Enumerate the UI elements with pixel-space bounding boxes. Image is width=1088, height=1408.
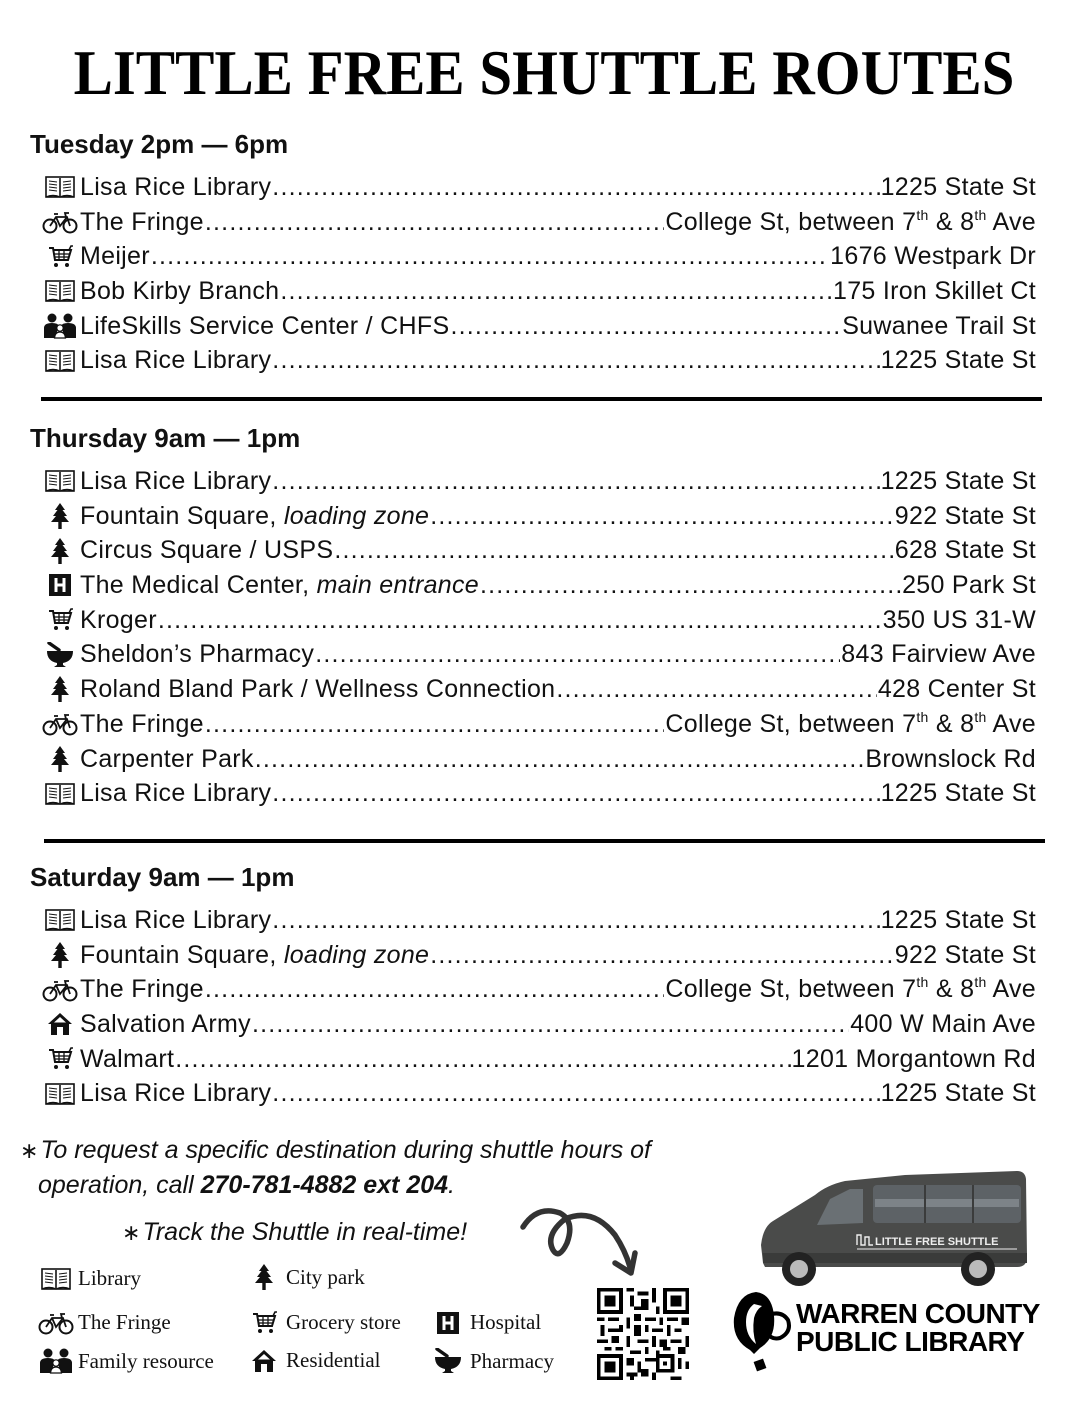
stop-address: 843 Fairview Ave (841, 640, 1036, 669)
stop-name: The Fringe (80, 709, 204, 738)
dot-leader (255, 742, 865, 776)
route-section-tuesday (28, 128, 1048, 378)
family-icon (38, 1348, 74, 1374)
grocery-cart-icon (40, 1045, 80, 1073)
route-stop (28, 603, 1048, 638)
stop-name: Kroger (80, 605, 157, 634)
stop-address: 175 Iron Skillet Ct (832, 277, 1036, 306)
library-icon (40, 347, 80, 375)
legend-item-grocery-store (246, 1310, 401, 1335)
legend-item-residential (246, 1348, 380, 1373)
dot-leader (334, 533, 893, 567)
stop-address: 1225 State St (880, 346, 1036, 375)
dot-leader (272, 776, 879, 810)
section-heading: Thursday 9am — 1pm (30, 423, 301, 453)
family-icon (40, 312, 80, 340)
logo-line1: WARREN COUNTY (796, 1298, 1040, 1329)
route-stop (28, 170, 1048, 205)
stop-name: Fountain Square, loading zone (80, 940, 430, 969)
legend-item-city-park (246, 1264, 365, 1290)
stop-address: 428 Center St (877, 675, 1036, 704)
stop-name: LifeSkills Service Center / CHFS (80, 311, 450, 340)
asterisk-icon: ∗ (20, 1138, 39, 1163)
route-stop (28, 309, 1048, 344)
shuttle-van-image (755, 1165, 1030, 1290)
dot-leader (158, 603, 882, 637)
route-stop (28, 205, 1048, 240)
qr-code[interactable] (597, 1288, 689, 1380)
house-icon (246, 1349, 282, 1373)
dot-leader (151, 239, 829, 273)
route-stop (28, 533, 1048, 568)
library-icon (40, 780, 80, 808)
stop-name: Lisa Rice Library (80, 173, 272, 201)
stop-name: Walmart (80, 1044, 175, 1073)
tree-icon (40, 537, 80, 565)
tree-icon (40, 675, 80, 703)
dot-leader (430, 499, 894, 533)
dot-leader (280, 274, 832, 308)
hospital-icon (40, 571, 80, 599)
stop-name: The Medical Center, main entrance (80, 571, 479, 600)
route-stop (28, 568, 1048, 603)
route-stop (28, 742, 1048, 777)
warren-county-library-logo (728, 1288, 1048, 1378)
stop-address: 1225 State St (880, 173, 1036, 201)
dot-leader (272, 170, 879, 204)
pharmacy-icon (430, 1348, 466, 1374)
bicycle-icon (40, 976, 80, 1004)
route-stop (28, 464, 1048, 499)
library-icon (40, 467, 80, 495)
asterisk-icon: ∗ (122, 1220, 141, 1245)
request-note-suffix: . (448, 1171, 455, 1199)
grocery-cart-icon (40, 243, 80, 271)
stop-address: 400 W Main Ave (850, 1010, 1036, 1039)
library-icon (40, 1080, 80, 1108)
dot-leader (252, 1007, 849, 1041)
route-stop (28, 343, 1048, 378)
van-decal-text: LITTLE FREE SHUTTLE (875, 1236, 999, 1248)
dot-leader (272, 903, 879, 937)
route-stop (28, 1042, 1048, 1077)
page-title: LITTLE FREE SHUTTLE ROUTES (73, 37, 1015, 108)
request-note (20, 1133, 651, 1168)
dot-leader (430, 938, 894, 972)
stop-name: Roland Bland Park / Wellness Connection (80, 675, 556, 704)
dot-leader (272, 1076, 879, 1110)
stop-name: Circus Square / USPS (80, 536, 334, 565)
tree-icon (40, 941, 80, 969)
request-note-line1: To request a specific destination during shuttle hours of (40, 1136, 651, 1164)
stop-address: 1225 State St (880, 779, 1036, 808)
pharmacy-icon (40, 641, 80, 669)
legend-label: Library (78, 1266, 141, 1290)
legend-item-the-fringe (38, 1310, 171, 1335)
route-stop (28, 707, 1048, 742)
section-divider (41, 397, 1042, 401)
legend-label: Hospital (470, 1310, 542, 1334)
tree-icon (40, 502, 80, 530)
bicycle-icon (40, 208, 80, 236)
route-stop (28, 637, 1048, 672)
stop-address: College St, between 7th & 8th Ave (665, 206, 1036, 236)
house-icon (40, 1010, 80, 1038)
stop-address: 350 US 31-W (882, 605, 1036, 634)
stop-address: 1676 Westpark Dr (830, 242, 1036, 271)
stop-name: Bob Kirby Branch (80, 277, 280, 306)
legend-label: City park (286, 1264, 365, 1289)
route-section-thursday (28, 422, 1048, 811)
section-heading: Tuesday 2pm — 6pm (30, 129, 289, 159)
stop-address: 1225 State St (880, 906, 1036, 934)
stop-name: Sheldon’s Pharmacy (80, 640, 315, 669)
stop-address: 628 State St (894, 536, 1036, 565)
stop-name: Lisa Rice Library (80, 346, 272, 375)
tree-icon (40, 745, 80, 773)
dot-leader (272, 343, 879, 377)
dot-leader (205, 707, 665, 741)
route-stop (28, 239, 1048, 274)
legend-label: The Fringe (78, 1310, 171, 1334)
grocery-cart-icon (246, 1311, 282, 1335)
route-stop (28, 1007, 1048, 1042)
route-stop (28, 1076, 1048, 1111)
stop-address: 922 State St (894, 940, 1036, 969)
legend-item-hospital (430, 1310, 541, 1335)
stop-address: 1225 State St (880, 1079, 1036, 1108)
icon-legend (38, 1262, 578, 1392)
stop-name: Lisa Rice Library (80, 1079, 272, 1108)
track-note-text: Track the Shuttle in real-time! (142, 1218, 468, 1246)
bicycle-icon (38, 1311, 74, 1335)
legend-label: Grocery store (286, 1310, 401, 1334)
stop-list (28, 170, 1048, 378)
stop-name: Salvation Army (80, 1010, 251, 1039)
stop-name-note: main entrance (316, 571, 479, 600)
hot-air-balloon-logo-icon (728, 1288, 792, 1378)
stop-name: Carpenter Park (80, 744, 254, 773)
route-stop (28, 776, 1048, 811)
phone-number[interactable]: 270-781-4882 ext 204 (200, 1171, 449, 1199)
stop-name-note: loading zone (283, 940, 430, 969)
stop-name: Lisa Rice Library (80, 779, 272, 808)
stop-address: Suwanee Trail St (842, 311, 1036, 340)
section-divider (44, 839, 1045, 843)
dot-leader (175, 1042, 790, 1076)
route-stop (28, 672, 1048, 707)
dot-leader (556, 672, 876, 706)
hospital-icon (430, 1312, 466, 1334)
legend-label: Residential (286, 1348, 381, 1372)
legend-item-library (38, 1266, 141, 1291)
stop-name: Meijer (80, 242, 150, 271)
route-stop (28, 972, 1048, 1007)
stop-address: 250 Park St (902, 571, 1036, 600)
legend-label: Pharmacy (470, 1348, 554, 1373)
stop-name: The Fringe (80, 975, 204, 1004)
route-stop (28, 903, 1048, 938)
library-icon (38, 1267, 74, 1291)
legend-item-family-resource (38, 1348, 214, 1374)
stop-name: Lisa Rice Library (80, 467, 272, 495)
stop-address: 922 State St (894, 501, 1036, 530)
bicycle-icon (40, 710, 80, 738)
stop-list (28, 903, 1048, 1111)
dot-leader (450, 309, 841, 343)
track-note (122, 1215, 467, 1250)
dot-leader (480, 568, 901, 602)
route-section-saturday (28, 861, 1048, 1111)
stop-address: 1201 Morgantown Rd (791, 1044, 1036, 1073)
stop-address: Brownslock Rd (865, 744, 1036, 773)
dot-leader (205, 972, 665, 1006)
stop-list (28, 464, 1048, 811)
library-icon (40, 906, 80, 934)
legend-label: Family resource (78, 1348, 214, 1373)
route-stop (28, 274, 1048, 309)
library-icon (40, 277, 80, 305)
request-note-prefix: operation, call (38, 1171, 201, 1199)
section-heading: Saturday 9am — 1pm (30, 862, 295, 892)
legend-item-pharmacy (430, 1348, 554, 1374)
stop-name: The Fringe (80, 207, 204, 236)
logo-line2: PUBLIC LIBRARY (796, 1326, 1025, 1357)
grocery-cart-icon (40, 606, 80, 634)
stop-name-note: loading zone (283, 501, 430, 530)
stop-address: College St, between 7th & 8th Ave (665, 974, 1036, 1004)
stop-name: Fountain Square, loading zone (80, 501, 430, 530)
route-stop (28, 938, 1048, 973)
stop-name: Lisa Rice Library (80, 906, 272, 934)
dot-leader (205, 205, 665, 239)
route-stop (28, 499, 1048, 534)
request-note-line2 (38, 1168, 455, 1202)
stop-address: 1225 State St (880, 467, 1036, 495)
dot-leader (272, 464, 879, 498)
stop-address: College St, between 7th & 8th Ave (665, 708, 1036, 738)
dot-leader (315, 637, 840, 671)
library-icon (40, 173, 80, 201)
tree-icon (246, 1264, 282, 1290)
